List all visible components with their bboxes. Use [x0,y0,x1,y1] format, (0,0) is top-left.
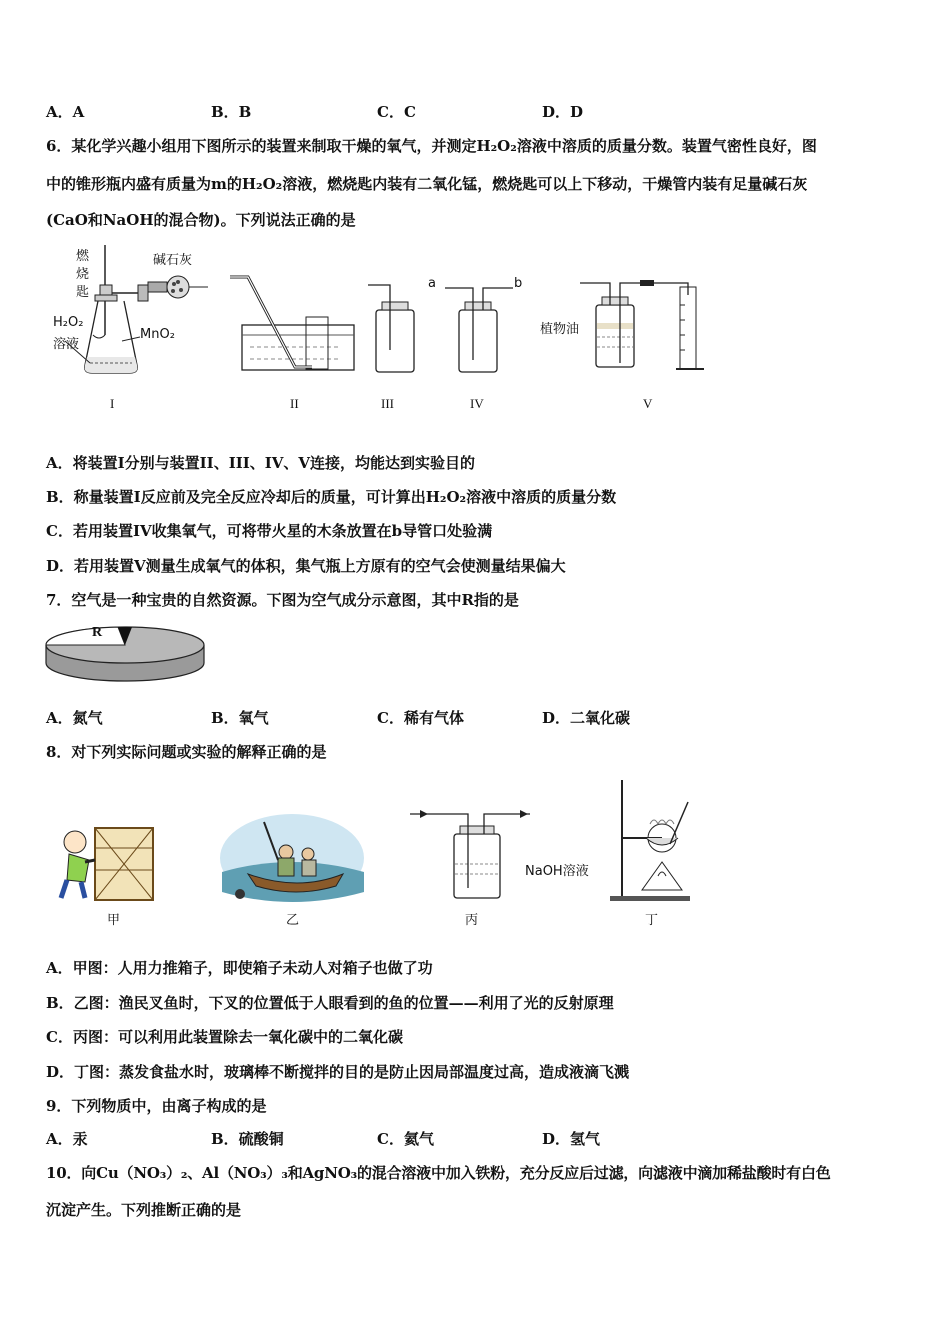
port-a-label: a [428,276,436,291]
q9-option-c[interactable]: C．氦气 [377,1130,434,1148]
q7-option-d[interactable]: D．二氧化碳 [542,709,631,727]
naoh-solution-label: NaOH溶液 [525,864,589,879]
q6-stem-line2: 中的锥形瓶内盛有质量为m的H₂O₂溶液，燃烧匙内装有二氧化锰，燃烧匙可以上下移动，干燥管内装有足量碱石灰 [46,175,808,193]
q6-option-b[interactable]: B．称量装置I反应前及完全反应冷却后的质量，可计算出H₂O₂溶液中溶质的质量分数 [46,488,617,506]
q9-stem: 9．下列物质中，由离子构成的是 [46,1097,267,1115]
caption-i: I [110,396,115,411]
h2o2-label: H₂O₂ [53,315,84,330]
solution-label: 溶液 [53,337,80,352]
apparatus-iv [445,280,525,375]
q5-option-c[interactable]: C．C [377,103,416,121]
pie-r-label: R [92,625,103,640]
soda-lime-label: 碱石灰 [153,253,193,268]
caption-iv: IV [470,396,484,411]
q9-option-d[interactable]: D．氢气 [542,1130,601,1148]
mno2-label: MnO₂ [140,327,175,342]
q5-option-a[interactable]: A．A [46,103,85,121]
q7-option-a[interactable]: A．氮气 [46,709,103,727]
q6-stem-line1: 6．某化学兴趣小组用下图所示的装置来制取干燥的氧气，并测定H₂O₂溶液中溶质的质量分数。装置气密性良好，图 [46,137,817,155]
apparatus-v [580,275,715,375]
q8-option-d[interactable]: D．丁图：蒸发食盐水时，玻璃棒不断搅拌的目的是防止因局部温度过高，造成液滴飞溅 [46,1063,630,1081]
air-composition-pie [44,620,206,682]
caption-iii: III [381,396,394,411]
fishing-image [218,812,366,904]
vegetable-oil-label: 植物油 [540,322,580,337]
q6-option-d[interactable]: D．若用装置V测量生成氧气的体积，集气瓶上方原有的空气会使测量结果偏大 [46,557,566,575]
q7-option-b[interactable]: B．氧气 [211,709,269,727]
pushing-box-image [55,820,165,902]
washing-bottle-image [410,806,535,902]
caption-v: V [643,396,653,411]
q7-stem: 7．空气是一种宝贵的自然资源。下图为空气成分示意图，其中R指的是 [46,591,519,609]
q6-option-a[interactable]: A．将装置I分别与装置II、III、IV、V连接，均能达到实验目的 [46,454,476,472]
q10-stem-line1: 10．向Cu（NO₃）₂、Al（NO₃）₃和AgNO₃的混合溶液中加入铁粉，充分反应后过滤，向滤液中滴加稀盐酸时有白色 [46,1164,831,1182]
q10-stem-line2: 沉淀产生。下列推断正确的是 [46,1201,242,1219]
caption-yi: 乙 [286,913,300,928]
q8-option-c[interactable]: C．丙图：可以利用此装置除去一氧化碳中的二氧化碳 [46,1028,403,1046]
caption-bing: 丙 [465,913,479,928]
q8-option-a[interactable]: A．甲图：人用力推箱子，即使箱子未动人对箱子也做了功 [46,959,433,977]
caption-jia: 甲 [107,913,121,928]
caption-ii: II [290,396,299,411]
q8-option-b[interactable]: B．乙图：渔民叉鱼时，下叉的位置低于人眼看到的鱼的位置——利用了光的反射原理 [46,994,614,1012]
q8-stem: 8．对下列实际问题或实验的解释正确的是 [46,743,327,761]
caption-ding: 丁 [645,913,659,928]
evaporation-image [600,778,700,904]
q5-option-d[interactable]: D．D [542,103,584,121]
spoon-label: 燃烧匙 [76,249,90,300]
q6-option-c[interactable]: C．若用装置IV收集氧气，可将带火星的木条放置在b导管口处验满 [46,522,493,540]
port-b-label: b [514,276,523,291]
q9-option-b[interactable]: B．硫酸铜 [211,1130,284,1148]
q6-stem-line3: (CaO和NaOH的混合物)。下列说法正确的是 [46,211,356,229]
q7-option-c[interactable]: C．稀有气体 [377,709,464,727]
q5-option-b[interactable]: B．B [211,103,252,121]
apparatus-iii [368,280,428,375]
apparatus-ii [240,275,360,375]
q9-option-a[interactable]: A．汞 [46,1130,88,1148]
